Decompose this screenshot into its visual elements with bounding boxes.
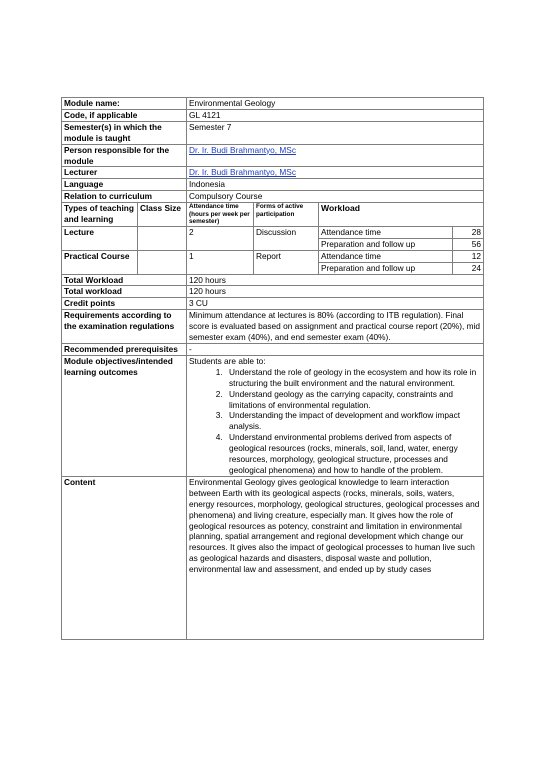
practical-workload-item-value: 24 — [453, 262, 484, 274]
row-lecture-1 — [62, 226, 484, 238]
row-teaching-header — [62, 203, 484, 227]
row-module-name — [62, 98, 484, 110]
lecture-workload-item-label: Preparation and follow up — [319, 238, 453, 250]
semester-value: Semester 7 — [187, 121, 484, 144]
objectives-list — [189, 367, 481, 476]
objectives-cell — [187, 355, 484, 476]
attendance-header: Attendance time (hours per week per semester) — [187, 203, 254, 227]
class-size-label: Class Size — [138, 203, 187, 227]
requirements-value: Minimum attendance at lectures is 80% (according to ITB regulation). Final score is evaluated based on assignment and practical course report (20%), mid semester exam (40%), and end semester exam (40%). — [187, 310, 484, 344]
row-credit — [62, 298, 484, 310]
credit-value: 3 CU — [187, 298, 484, 310]
practical-attendance: 1 — [187, 250, 254, 274]
lecture-form: Discussion — [254, 226, 319, 250]
objectives-label: Module objectives/intended learning outcomes — [62, 355, 187, 476]
content-text: Environmental Geology gives geological knowledge to learn interaction between Earth with its geological aspects (rocks, minerals, soils, waters, energy resources, morphology, geological structures, geological processes and phenomena) and living creature, especially man. It gives how the role of geological resources as potency, constraint and limitation in environmental planning, spatial arrangement and regional development which change our resources. It gives also the impact of geological processes to human live such as geological hazards and disasters, disposal waste and pollution, environmental law and assessment, and ended up by study cases — [189, 476, 480, 575]
lecture-workload-item-value: 28 — [453, 226, 484, 238]
practical-form: Report — [254, 250, 319, 274]
semester-label: Semester(s) in which the module is taught — [62, 121, 187, 144]
practical-workload-item-label: Attendance time — [319, 250, 453, 262]
practical-workload-item-label: Preparation and follow up — [319, 262, 453, 274]
lecture-workload-item-label: Attendance time — [319, 226, 453, 238]
module-table — [61, 97, 484, 640]
responsible-link[interactable]: Dr. Ir. Budi Brahmantyo, MSc — [189, 144, 296, 155]
objective-item: 3. Understanding the impact of development and workflow impact analysis. — [225, 410, 481, 432]
objective-item: 2. Understand geology as the carrying capacity, constraints and limitations of environmental regulation. — [225, 389, 481, 411]
content-cell — [187, 476, 484, 639]
prereq-value: - — [187, 344, 484, 356]
row-total-workload — [62, 274, 484, 286]
content-label: Content — [62, 476, 187, 639]
practical-workload-item-value: 12 — [453, 250, 484, 262]
row-prerequisites — [62, 344, 484, 356]
total-workload-value: 120 hours — [187, 274, 484, 286]
relation-value: Compulsory Course — [187, 191, 484, 203]
lecturer-cell — [187, 167, 484, 179]
lecturer-label: Lecturer — [62, 167, 187, 179]
row-content — [62, 476, 484, 639]
credit-label: Credit points — [62, 298, 187, 310]
row-responsible — [62, 144, 484, 167]
row-language — [62, 179, 484, 191]
relation-label: Relation to curriculum — [62, 191, 187, 203]
objective-item: 4. Understand environmental problems derived from aspects of geological resources (rocks, minerals, soil, land, water, energy resources, morphology, geological structure, processes and geological phenomena) and how to handle of the problem. — [225, 432, 481, 476]
row-code — [62, 109, 484, 121]
module-name-value: Environmental Geology — [187, 98, 484, 110]
code-value: GL 4121 — [187, 109, 484, 121]
language-label: Language — [62, 179, 187, 191]
workload-header: Workload — [319, 203, 484, 227]
responsible-cell — [187, 144, 484, 167]
lecture-class-size — [138, 226, 187, 250]
module-name-label: Module name: — [62, 98, 187, 110]
row-total-workload-2 — [62, 286, 484, 298]
row-lecturer — [62, 167, 484, 179]
prereq-label: Recommended prerequisites — [62, 344, 187, 356]
types-label: Types of teaching and learning — [62, 203, 138, 227]
row-objectives — [62, 355, 484, 476]
total-workload2-value: 120 hours — [187, 286, 484, 298]
objective-item: 1. Understand the role of geology in the ecosystem and how its role in structuring the built environment and the natural environment. — [225, 367, 481, 389]
practical-class-size — [138, 250, 187, 274]
row-relation — [62, 191, 484, 203]
lecturer-link[interactable]: Dr. Ir. Budi Brahmantyo, MSc — [189, 167, 296, 178]
lecture-type: Lecture — [62, 226, 138, 250]
forms-header: Forms of active participation — [254, 203, 319, 227]
practical-type: Practical Course — [62, 250, 138, 274]
responsible-label: Person responsible for the module — [62, 144, 187, 167]
requirements-label: Requirements according to the examination regulations — [62, 310, 187, 344]
language-value: Indonesia — [187, 179, 484, 191]
total-workload2-label: Total workload — [62, 286, 187, 298]
row-semester — [62, 121, 484, 144]
lecture-workload-item-value: 56 — [453, 238, 484, 250]
objectives-intro: Students are able to: — [189, 355, 266, 366]
code-label: Code, if applicable — [62, 109, 187, 121]
total-workload-label: Total Workload — [62, 274, 187, 286]
lecture-attendance: 2 — [187, 226, 254, 250]
row-requirements — [62, 310, 484, 344]
row-practical-1 — [62, 250, 484, 262]
